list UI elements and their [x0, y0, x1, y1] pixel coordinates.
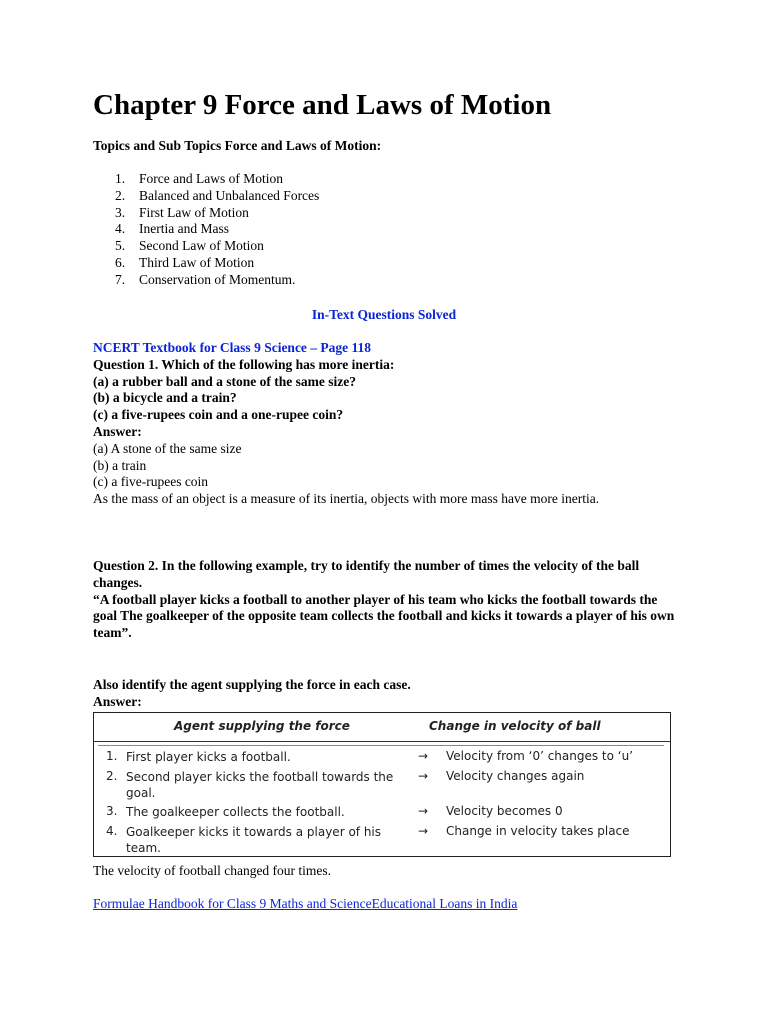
topics-heading: Topics and Sub Topics Force and Laws of Motion:	[93, 138, 382, 153]
question-1-text: Question 1. Which of the following has more inertia:	[93, 356, 395, 372]
topics-list	[93, 171, 319, 289]
answer-label: Answer:	[93, 693, 142, 709]
answer-explanation: As the mass of an object is a measure of its inertia, objects with more mass have more inertia.	[93, 491, 600, 507]
option-b: (b) a bicycle and a train?	[93, 390, 237, 406]
question-2-followup	[93, 677, 411, 711]
table-body	[98, 745, 664, 853]
answer-label: Answer:	[93, 423, 142, 439]
list-item: 7. Conservation of Momentum.	[115, 271, 296, 287]
arrow-icon: →	[418, 769, 429, 783]
option-a: (a) a rubber ball and a stone of the same size?	[93, 373, 356, 389]
question-1-block	[93, 340, 599, 508]
link-formulae-handbook[interactable]: Formulae Handbook for Class 9 Maths and Science	[93, 896, 372, 911]
link-educational-loans[interactable]: Educational Loans in India	[371, 896, 518, 911]
page-title: Chapter 9 Force and Laws of Motion	[93, 89, 552, 121]
table-row: 2. Second player kicks the football towards the goal. → Velocity changes again	[106, 769, 585, 800]
source-heading: NCERT Textbook for Class 9 Science – Page 118	[93, 340, 372, 355]
table-header	[94, 713, 670, 742]
also-identify-text: Also identify the agent supplying the force in each case.	[93, 677, 411, 692]
list-item: 6. Third Law of Motion	[115, 254, 255, 270]
related-links	[93, 895, 517, 913]
list-item: 1. Force and Laws of Motion	[115, 171, 283, 186]
table-row: 3. The goalkeeper collects the football. → Velocity becomes 0	[106, 804, 563, 819]
answer-b: (b) a train	[93, 457, 147, 473]
list-item: 2. Balanced and Unbalanced Forces	[115, 187, 320, 203]
question-2-block	[93, 558, 683, 642]
answer-a: (a) A stone of the same size	[93, 440, 242, 456]
question-2-quote: “A football player kicks a football to another player of his team who kicks the football towards the goal The goalkeeper of the opposite team collects the football and kicks it towards a player of his own team”.	[93, 591, 675, 641]
table-row: 4. Goalkeeper kicks it towards a player of his team. → Change in velocity takes place	[106, 824, 630, 855]
list-item: 4. Inertia and Mass	[115, 221, 229, 237]
arrow-icon: →	[418, 804, 429, 818]
arrow-icon: →	[418, 824, 429, 838]
list-item: 3. First Law of Motion	[115, 204, 249, 220]
answer-table	[93, 712, 671, 857]
section-title: In-Text Questions Solved	[311, 307, 457, 322]
question-2-text: Question 2. In the following example, try to identify the number of times the velocity of the ball changes.	[93, 558, 640, 590]
answer-c: (c) a five-rupees coin	[93, 474, 209, 490]
header-change: Change in velocity of ball	[429, 719, 601, 733]
option-c: (c) a five-rupees coin and a one-rupee coin?	[93, 407, 344, 423]
table-row: 1. First player kicks a football. → Velocity from ‘0’ changes to ‘u’	[106, 749, 634, 764]
arrow-icon: →	[418, 749, 429, 763]
conclusion-text: The velocity of football changed four times.	[93, 863, 332, 878]
list-item: 5. Second Law of Motion	[115, 238, 264, 254]
header-agent: Agent supplying the force	[174, 719, 350, 733]
